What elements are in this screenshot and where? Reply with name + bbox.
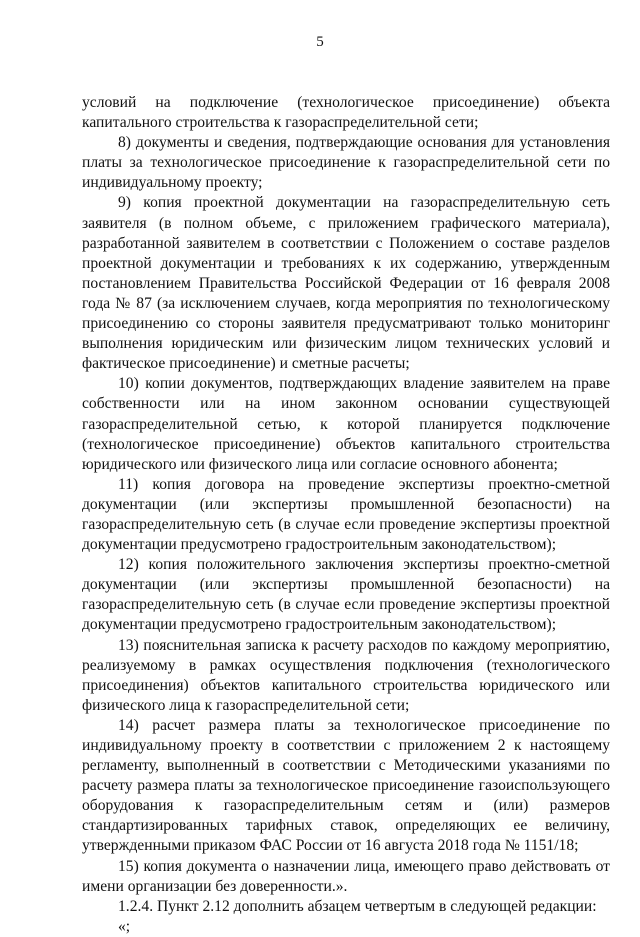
document-body (82, 93, 610, 937)
page-number: 5 (316, 34, 324, 50)
list-item-15: 15) копия документа о назначении лица, имеющего право действовать от имени организации без доверенности.». (82, 857, 610, 895)
amendment-clause: 1.2.4. Пункт 2.12 дополнить абзацем четвертым в следующей редакции: (118, 897, 597, 915)
list-item-14: 14) расчет размера платы за технологическое присоединение по индивидуальному проекту в соответствии с приложением 2 к настоящему регламенту, выполненный в соответствии с Методическими указаниями по расчету размера платы за технологическое присоединение газоиспользующего оборудования к газораспределительным сетям и (или) размеров стандартизированных тарифных ставок, определяющих ее величину, утвержденными приказом ФАС России от 16 августа 2018 года № 1151/18; (82, 716, 610, 855)
list-item-10: 10) копии документов, подтверждающих владение заявителем на праве собственности или на ином законном основании существующей газораспределительной сетью, к которой планируется подключение (технологическое присоединение) объектов капитального строительства юридического или физического лица или согласие основного абонента; (82, 375, 610, 473)
list-item-12: 12) копия положительного заключения экспертизы проектно-сметной документации (или экспертизы промышленной безопасности) на газораспределительную сеть (в случае если проведение экспертизы проектной документации предусмотрено градостроительным законодательством); (82, 556, 610, 634)
quote-open: «; (118, 917, 131, 935)
list-item-11: 11) копия договора на проведение экспертизы проектно-сметной документации (или экспертизы промышленной безопасности) на газораспределительную сеть (в случае если проведение экспертизы проектной документации предусмотрено градостроительным законодательством); (82, 475, 610, 554)
list-item-8: 8) документы и сведения, подтверждающие основания для установления платы за технологическое присоединение к газораспределительной сети по индивидуальному проекту; (82, 134, 610, 192)
list-item-13: 13) пояснительная записка к расчету расходов по каждому мероприятию, реализуемому в рамках осуществления подключения (технологического присоединения) объектов капитального строительства юридического или физического лица к газораспределительной сети; (82, 636, 610, 714)
list-item-9: 9) копия проектной документации на газораспределительную сеть заявителя (в полном объеме, с приложением графического материала), разработанной заявителем в соответствии с Положением о составе разделов проектной документации и требованиях к их содержанию, утвержденным постановлением Правительства Российской Федерации от 16 февраля 2008 года № 87 (за исключением случаев, когда мероприятия по технологическому присоединению со стороны заявителя предусматривают только мониторинг выполнения юридическим или физическим лицом технических условий и фактическое присоединение) и сметные расчеты; (82, 194, 610, 373)
paragraph-continuation: условий на подключение (технологическое присоединение) объекта капитального строительства к газораспределительной сети; (82, 94, 610, 132)
